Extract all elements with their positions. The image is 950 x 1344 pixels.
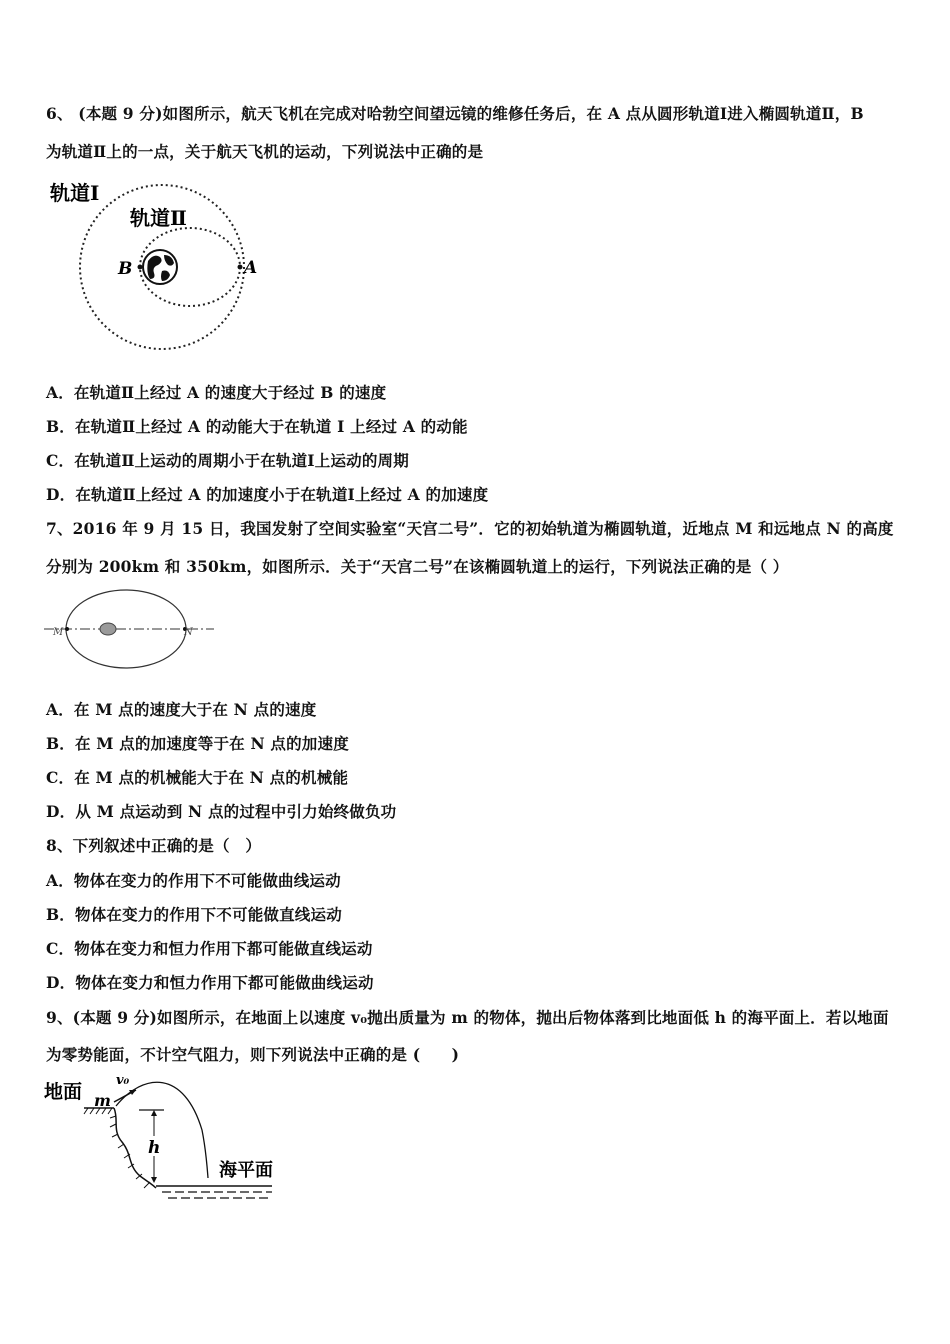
label-orbit-1: 轨道Ⅰ — [50, 181, 100, 205]
q6-option-a: A．在轨道Ⅱ上经过 A 的速度大于经过 B 的速度 — [46, 383, 387, 402]
label-m: m — [94, 1091, 111, 1110]
q6-orbit-figure — [44, 175, 258, 365]
label-n: N — [184, 627, 193, 638]
q8-option-a: A．物体在变力的作用下不可能做曲线运动 — [46, 871, 341, 890]
q8-option-d: D．物体在变力和恒力作用下都可能做曲线运动 — [46, 973, 374, 992]
q7-option-b: B．在 M 点的加速度等于在 N 点的加速度 — [46, 734, 349, 753]
q7-orbit-figure — [44, 585, 219, 675]
q7-option-a: A．在 M 点的速度大于在 N 点的速度 — [46, 700, 317, 719]
label-m: M — [53, 627, 64, 638]
q7-option-d: D．从 M 点运动到 N 点的过程中引力始终做负功 — [46, 802, 397, 821]
q8-option-c: C．物体在变力和恒力作用下都可能做直线运动 — [46, 939, 373, 958]
q6-stem-line2: 为轨道Ⅱ上的一点，关于航天飞机的运动，下列说法中正确的是 — [46, 142, 484, 161]
label-sea-level: 海平面 — [219, 1160, 273, 1181]
q6-option-c: C．在轨道Ⅱ上运动的周期小于在轨道Ⅰ上运动的周期 — [46, 451, 409, 470]
q6-option-b: B．在轨道Ⅱ上经过 A 的动能大于在轨道 I 上经过 A 的动能 — [46, 417, 468, 436]
point-a — [238, 265, 243, 270]
earth-icon — [100, 623, 116, 635]
label-h: h — [148, 1138, 161, 1158]
q7-stem-line1: 7、2016 年 9 月 15 日，我国发射了空间实验室“天宫二号”．它的初始轨道为椭圆轨道，近地点 M 和远地点 N 的高度 — [46, 519, 894, 538]
point-b — [138, 265, 143, 270]
label-b: B — [118, 259, 133, 279]
label-ground: 地面 — [44, 1081, 83, 1103]
height-arrowhead-down-icon — [151, 1177, 157, 1183]
label-orbit-2: 轨道Ⅱ — [130, 206, 187, 230]
q6-stem-line1: 6、 (本题 9 分)如图所示，航天飞机在完成对哈勃空间望远镜的维修任务后，在 A 点从圆形轨道Ⅰ进入椭圆轨道Ⅱ，B — [46, 104, 864, 123]
point-m — [65, 627, 69, 631]
earth-icon — [143, 250, 177, 284]
height-arrowhead-up-icon — [151, 1110, 157, 1116]
q7-option-c: C．在 M 点的机械能大于在 N 点的机械能 — [46, 768, 349, 787]
q8-stem: 8、下列叙述中正确的是（ ） — [46, 836, 262, 855]
q8-option-b: B．物体在变力的作用下不可能做直线运动 — [46, 905, 342, 924]
q6-option-d: D．在轨道Ⅱ上经过 A 的加速度小于在轨道Ⅰ上经过 A 的加速度 — [46, 485, 489, 504]
q7-stem-line2: 分别为 200km 和 350km，如图所示．关于“天宫二号”在该椭圆轨道上的运行，下列说法正确的是（ ） — [46, 557, 789, 576]
label-v0: v₀ — [116, 1073, 130, 1088]
trajectory-curve — [116, 1082, 208, 1178]
q9-cliff-figure — [44, 1070, 294, 1210]
q9-stem-line2: 为零势能面，不计空气阻力，则下列说法中正确的是 ( ) — [46, 1045, 460, 1064]
label-a: A — [244, 258, 258, 278]
q9-stem-line1: 9、(本题 9 分)如图所示，在地面上以速度 v₀抛出质量为 m 的物体，抛出后物体落到比地面低 h 的海平面上．若以地面 — [46, 1008, 889, 1027]
